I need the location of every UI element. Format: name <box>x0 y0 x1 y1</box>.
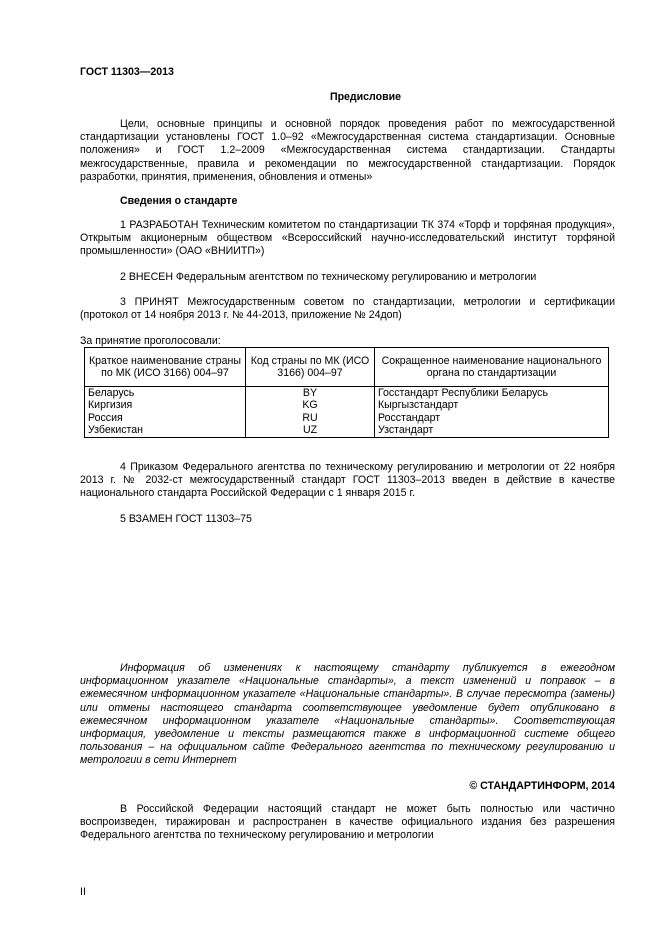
foreword-title: Предисловие <box>329 91 402 103</box>
vote-caption: За принятие проголосовали: <box>80 335 221 347</box>
table-cell-code: RU <box>246 412 375 424</box>
changes-notice: Информация об изменениях к настоящему стандарту публикуется в ежегодном информационном указателе «Национальные стандарты», а текст изменений и поправок – в ежемесячном информационном указателе «Национальные стандарты». В случае пересмотра (замены) или отмены настоящего стандарта соответствующее уведомление будет опубликовано в ежемесячном информационном указателе «Национальные стандарты». Соответствующая информация, уведомление и тексты размещаются также в информационной системе общего пользования – на официальном сайте Федерального агентства по техническому регулированию и метрологии в сети Интернет <box>80 662 615 767</box>
table-row <box>85 412 609 424</box>
table-cell-code: BY <box>246 387 375 400</box>
table-row <box>85 387 609 400</box>
info-item-1: 1 РАЗРАБОТАН Техническим комитетом по стандартизации ТК 374 «Торф и торфяная продукция», Открытым акционерным обществом «Всероссийский научно-исследовательский институт торфяной промышленности» (ОАО «ВНИИТП») <box>80 219 615 258</box>
info-item-5: 5 ВЗАМЕН ГОСТ 11303–75 <box>120 513 252 525</box>
foreword-intro: Цели, основные принципы и основной порядок проведения работ по межгосударственной стандартизации установлены ГОСТ 1.0–92 «Межгосударственная система стандартизации. Основные положения» и ГОСТ 1.2–2009 «Межгосударственная система стандартизации. Стандарты межгосударственные, правила и рекомендации по межгосударственной стандартизации. Порядок разработки, принятия, применения, обновления и отмены» <box>80 118 615 183</box>
table-cell-code: UZ <box>246 424 375 437</box>
table-cell-country: Узбекистан <box>85 424 246 437</box>
page-number: II <box>80 886 86 898</box>
table-cell-body: Госстандарт Республики Беларусь <box>375 387 609 400</box>
table-row <box>85 424 609 437</box>
copyright-line: © СТАНДАРТИНФОРМ, 2014 <box>469 780 615 792</box>
document-code: ГОСТ 11303—2013 <box>80 66 174 78</box>
table-cell-country: Киргизия <box>85 399 246 411</box>
info-heading: Сведения о стандарте <box>120 195 238 207</box>
vote-table <box>84 347 609 438</box>
reproduction-restriction: В Российской Федерации настоящий стандарт не может быть полностью или частично воспроизведен, тиражирован и распространен в качестве официального издания без разрешения Федерального агентства по техническому регулированию и метрологии <box>80 803 615 842</box>
info-item-2: 2 ВНЕСЕН Федеральным агентством по техническому регулированию и метрологии <box>120 271 537 283</box>
table-cell-body: Узстандарт <box>375 424 609 437</box>
table-cell-body: Росстандарт <box>375 412 609 424</box>
table-cell-code: KG <box>246 399 375 411</box>
table-header-country: Краткое наименование страны по МК (ИСО 3166) 004–97 <box>85 348 246 387</box>
table-cell-country: Россия <box>85 412 246 424</box>
table-header-code: Код страны по МК (ИСО 3166) 004–97 <box>246 348 375 387</box>
info-item-3: 3 ПРИНЯТ Межгосударственным советом по стандартизации, метрологии и сертификации (протокол от 14 ноября 2013 г. № 44-2013, приложение № 24доп) <box>80 296 615 322</box>
table-row <box>85 399 609 411</box>
info-item-4: 4 Приказом Федерального агентства по техническому регулированию и метрологии от 22 ноября 2013 г. № 2032-ст межгосударственный стандарт ГОСТ 11303–2013 введен в действие в качестве национального стандарта Российской Федерации с 1 января 2015 г. <box>80 461 615 500</box>
table-cell-body: Кыргызстандарт <box>375 399 609 411</box>
table-cell-country: Беларусь <box>85 387 246 400</box>
table-header-row <box>85 348 609 387</box>
table-header-body: Сокращенное наименование национального органа по стандартизации <box>375 348 609 387</box>
